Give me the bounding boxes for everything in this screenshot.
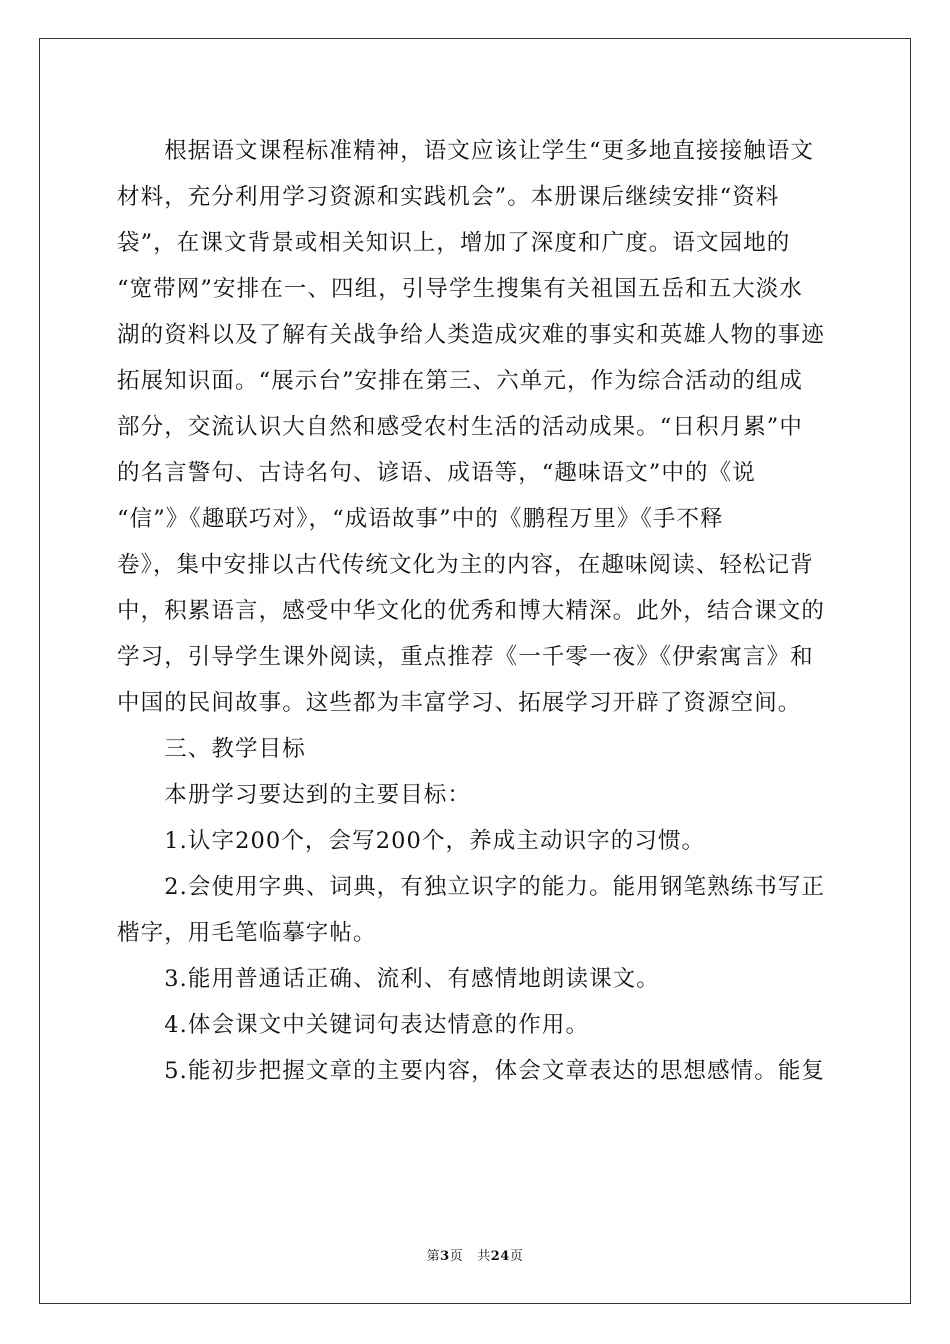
page-footer	[0, 1245, 950, 1264]
document-body	[117, 128, 833, 1094]
goal-item: 4.体会课文中关键词句表达情意的作用。	[117, 1012, 590, 1038]
body-line: 本册学习要达到的主要目标：	[117, 782, 472, 808]
body-line: 拓展知识面。“展示台”安排在第三、六单元，作为综合活动的组成	[117, 368, 804, 394]
body-line: 袋”，在课文背景或相关知识上，增加了深度和广度。语文园地的	[117, 230, 791, 256]
total-suffix: 页	[509, 1249, 524, 1264]
goal-item: 5.能初步把握文章的主要内容，体会文章表达的思想感情。能复	[117, 1058, 826, 1084]
total-prefix: 共	[477, 1249, 491, 1264]
goal-item: 1.认字200个，会写200个，养成主动识字的习惯。	[117, 828, 706, 854]
body-line: 中，积累语言，感受中华文化的优秀和博大精深。此外，结合课文的	[117, 598, 826, 624]
body-line: 的名言警句、古诗名句、谚语、成语等，“趣味语文”中的《说	[117, 460, 756, 486]
page-number: 3	[440, 1249, 450, 1264]
goal-item: 3.能用普通话正确、流利、有感情地朗读课文。	[117, 966, 660, 992]
body-line: “信”》《趣联巧对》，“成语故事”中的《鹏程万里》《手不释	[117, 506, 724, 532]
total-pages: 24	[490, 1249, 510, 1264]
body-line: 湖的资料以及了解有关战争给人类造成灾难的事实和英雄人物的事迹	[117, 322, 826, 348]
body-line: 卷》，集中安排以古代传统文化为主的内容，在趣味阅读、轻松记背	[117, 552, 814, 578]
body-line: 根据语文课程标准精神，语文应该让学生“更多地直接接触语文	[117, 138, 815, 164]
goal-item-continued: 楷字，用毛笔临摹字帖。	[117, 920, 377, 946]
page-prefix: 第	[426, 1249, 441, 1264]
body-line: 学习，引导学生课外阅读，重点推荐《一千零一夜》《伊索寓言》和	[117, 644, 814, 670]
body-line: 材料，充分利用学习资源和实践机会”。本册课后继续安排“资料	[117, 184, 780, 210]
body-line: 部分，交流认识大自然和感受农村生活的活动成果。“日积月累”中	[117, 414, 804, 440]
goal-item: 2.会使用字典、词典，有独立识字的能力。能用钢笔熟练书写正	[117, 874, 826, 900]
page-suffix: 页	[449, 1249, 464, 1264]
body-line: 中国的民间故事。这些都为丰富学习、拓展学习开辟了资源空间。	[117, 690, 802, 716]
body-line: “宽带网”安排在一、四组，引导学生搜集有关祖国五岳和五大淡水	[117, 276, 804, 302]
section-heading: 三、教学目标	[117, 736, 306, 762]
